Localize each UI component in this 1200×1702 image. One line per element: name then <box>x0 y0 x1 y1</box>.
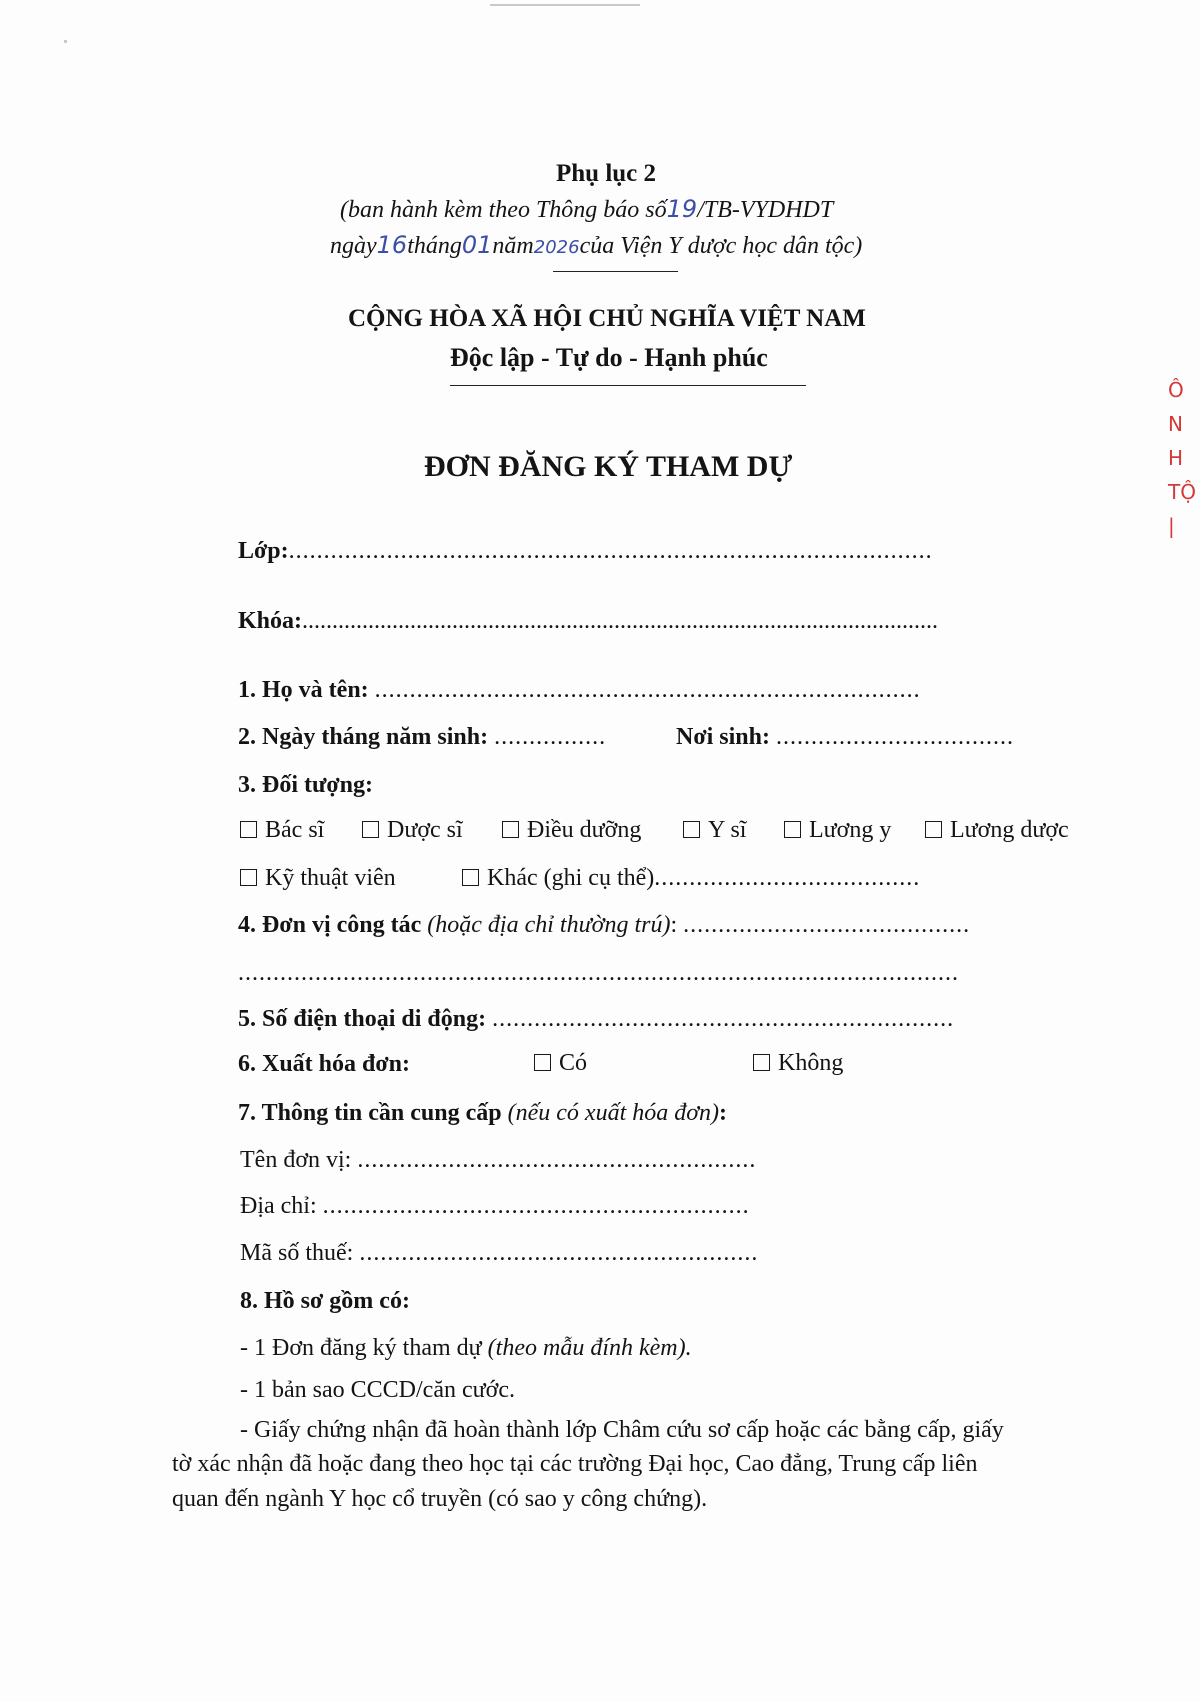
checkbox-icon[interactable] <box>240 869 257 886</box>
option-label: Lương dược <box>950 817 1069 843</box>
option-label: Có <box>559 1050 588 1076</box>
option-khac-blank[interactable]: ...................................... <box>654 865 921 891</box>
field-ho-ten-blank[interactable]: .............................................................................. <box>374 677 921 703</box>
field-ma-so-thue-label: Mã số thuế: <box>240 1240 354 1266</box>
field-thong-tin-label: 7. Thông tin cần cung cấp <box>238 1100 502 1126</box>
document-item-1-note: (theo mẫu đính kèm). <box>487 1335 692 1361</box>
country-name: CỘNG HÒA XÃ HỘI CHỦ NGHĨA VIỆT NAM <box>348 305 866 332</box>
option-label: Điều dưỡng <box>527 817 642 843</box>
option-label: Bác sĩ <box>265 817 325 843</box>
date-line <box>330 231 862 260</box>
option-label: Lương y <box>809 817 892 843</box>
field-ten-don-vi-blank[interactable]: ......................................................... <box>357 1147 757 1173</box>
field-ma-so-thue <box>240 1240 758 1267</box>
field-don-vi-blank-line2[interactable]: ....................................................................................................... <box>238 960 959 986</box>
option-y-si[interactable] <box>683 817 746 844</box>
handwritten-year: 2026 <box>533 237 580 258</box>
handwritten-day: 16 <box>376 231 408 259</box>
field-dien-thoai-label: 5. Số điện thoại di động: <box>238 1006 487 1032</box>
field-khoa-blank[interactable]: .......................................................................................................... <box>302 608 939 634</box>
field-ngay-sinh-blank[interactable]: ................ <box>494 724 607 750</box>
option-label: Kỹ thuật viên <box>265 865 396 891</box>
checkbox-icon[interactable] <box>683 821 700 838</box>
field-khoa-label: Khóa: <box>238 608 303 634</box>
field-khoa <box>238 608 938 635</box>
field-lop-label: Lớp: <box>238 538 289 564</box>
field-noi-sinh-blank[interactable]: .................................. <box>775 724 1014 750</box>
field-lop <box>238 538 933 565</box>
checkbox-icon[interactable] <box>784 821 801 838</box>
date-thang-label: tháng <box>407 233 462 259</box>
national-slogan: Độc lập - Tự do - Hạnh phúc <box>450 343 768 372</box>
checkbox-icon[interactable] <box>462 869 479 886</box>
slogan-underline <box>450 385 806 386</box>
issued-line-part2: /TB-VYDHDT <box>697 197 834 223</box>
field-ngay-sinh-label: 2. Ngày tháng năm sinh: <box>238 724 489 750</box>
document-item-3-line3: quan đến ngành Y học cổ truyền (có sao y công chứng). <box>172 1486 708 1512</box>
field-xuat-hoa-don-label: 6. Xuất hóa đơn: <box>238 1051 410 1077</box>
header-underline <box>553 271 678 272</box>
field-thong-tin-note: (nếu có xuất hóa đơn) <box>507 1100 720 1126</box>
field-ho-ten-label: 1. Họ và tên: <box>238 677 369 703</box>
option-label: Khác (ghi cụ thể) <box>487 865 655 891</box>
field-ten-don-vi-label: Tên đơn vị: <box>240 1147 352 1173</box>
field-thong-tin: 7. Thông tin cần cung cấp (nếu có xuất hóa đơn): <box>238 1100 728 1126</box>
option-bac-si[interactable] <box>240 817 324 844</box>
field-ho-ten <box>238 677 921 704</box>
handwritten-month: 01 <box>461 231 493 259</box>
option-luong-y[interactable] <box>784 817 891 844</box>
field-dien-thoai-blank[interactable]: .................................................................. <box>492 1006 955 1032</box>
checkbox-icon[interactable] <box>925 821 942 838</box>
field-lop-blank[interactable]: ............................................................................................ <box>288 538 933 564</box>
field-noi-sinh <box>676 724 1014 751</box>
appendix-title: Phụ lục 2 <box>556 160 657 187</box>
option-label: Dược sĩ <box>387 817 463 843</box>
date-suffix: của Viện Y dược học dân tộc) <box>579 233 863 259</box>
field-ngay-sinh <box>238 724 606 751</box>
checkbox-icon[interactable] <box>362 821 379 838</box>
option-label: Y sĩ <box>708 817 747 843</box>
option-luong-duoc[interactable] <box>925 817 1069 844</box>
scan-artifact <box>490 4 640 6</box>
date-ngay-label: ngày <box>330 233 377 259</box>
field-doi-tuong-label: 3. Đối tượng: <box>238 772 374 798</box>
field-ho-so-label: 8. Hồ sơ gồm có: <box>240 1288 410 1314</box>
option-label: Không <box>778 1050 844 1076</box>
option-khac[interactable] <box>462 865 920 892</box>
field-ma-so-thue-blank[interactable]: ......................................................... <box>359 1240 759 1266</box>
option-ky-thuat-vien[interactable] <box>240 865 396 892</box>
document-item-2: - 1 bản sao CCCD/căn cước. <box>240 1377 515 1403</box>
issued-line <box>340 195 833 224</box>
checkbox-icon[interactable] <box>753 1054 770 1071</box>
field-dia-chi-label: Địa chỉ: <box>240 1193 317 1219</box>
field-dia-chi-blank[interactable]: ............................................................. <box>322 1193 750 1219</box>
option-duoc-si[interactable] <box>362 817 463 844</box>
handwritten-number: 19 <box>666 195 698 223</box>
option-invoice-no[interactable] <box>753 1050 843 1077</box>
option-dieu-duong[interactable] <box>502 817 641 844</box>
field-dia-chi <box>240 1193 750 1220</box>
issued-line-part1: (ban hành kèm theo Thông báo số <box>340 197 667 223</box>
field-don-vi-blank[interactable]: ......................................... <box>683 912 971 938</box>
field-noi-sinh-label: Nơi sinh: <box>676 724 770 750</box>
field-don-vi: 4. Đơn vị công tác (hoặc địa chỉ thường trú): ......................................... <box>238 912 971 938</box>
checkbox-icon[interactable] <box>534 1054 551 1071</box>
document-item-1 <box>240 1335 692 1362</box>
checkbox-icon[interactable] <box>240 821 257 838</box>
date-nam-label: năm <box>492 233 534 259</box>
document-item-3-line1: - Giấy chứng nhận đã hoàn thành lớp Châm cứu sơ cấp hoặc các bằng cấp, giấy <box>240 1417 1004 1443</box>
field-ten-don-vi <box>240 1147 756 1174</box>
field-don-vi-note: (hoặc địa chỉ thường trú) <box>427 912 671 938</box>
field-dien-thoai <box>238 1006 954 1033</box>
checkbox-icon[interactable] <box>502 821 519 838</box>
red-stamp-fragment: Ô N H TỘ | <box>1168 378 1196 538</box>
document-item-1-text: - 1 Đơn đăng ký tham dự <box>240 1335 482 1361</box>
scan-artifact <box>64 40 67 43</box>
option-invoice-yes[interactable] <box>534 1050 587 1077</box>
form-title: ĐƠN ĐĂNG KÝ THAM DỰ <box>424 450 793 483</box>
document-item-3-line2: tờ xác nhận đã hoặc đang theo học tại các trường Đại học, Cao đẳng, Trung cấp liên <box>172 1451 978 1477</box>
field-don-vi-label: 4. Đơn vị công tác <box>238 912 422 938</box>
